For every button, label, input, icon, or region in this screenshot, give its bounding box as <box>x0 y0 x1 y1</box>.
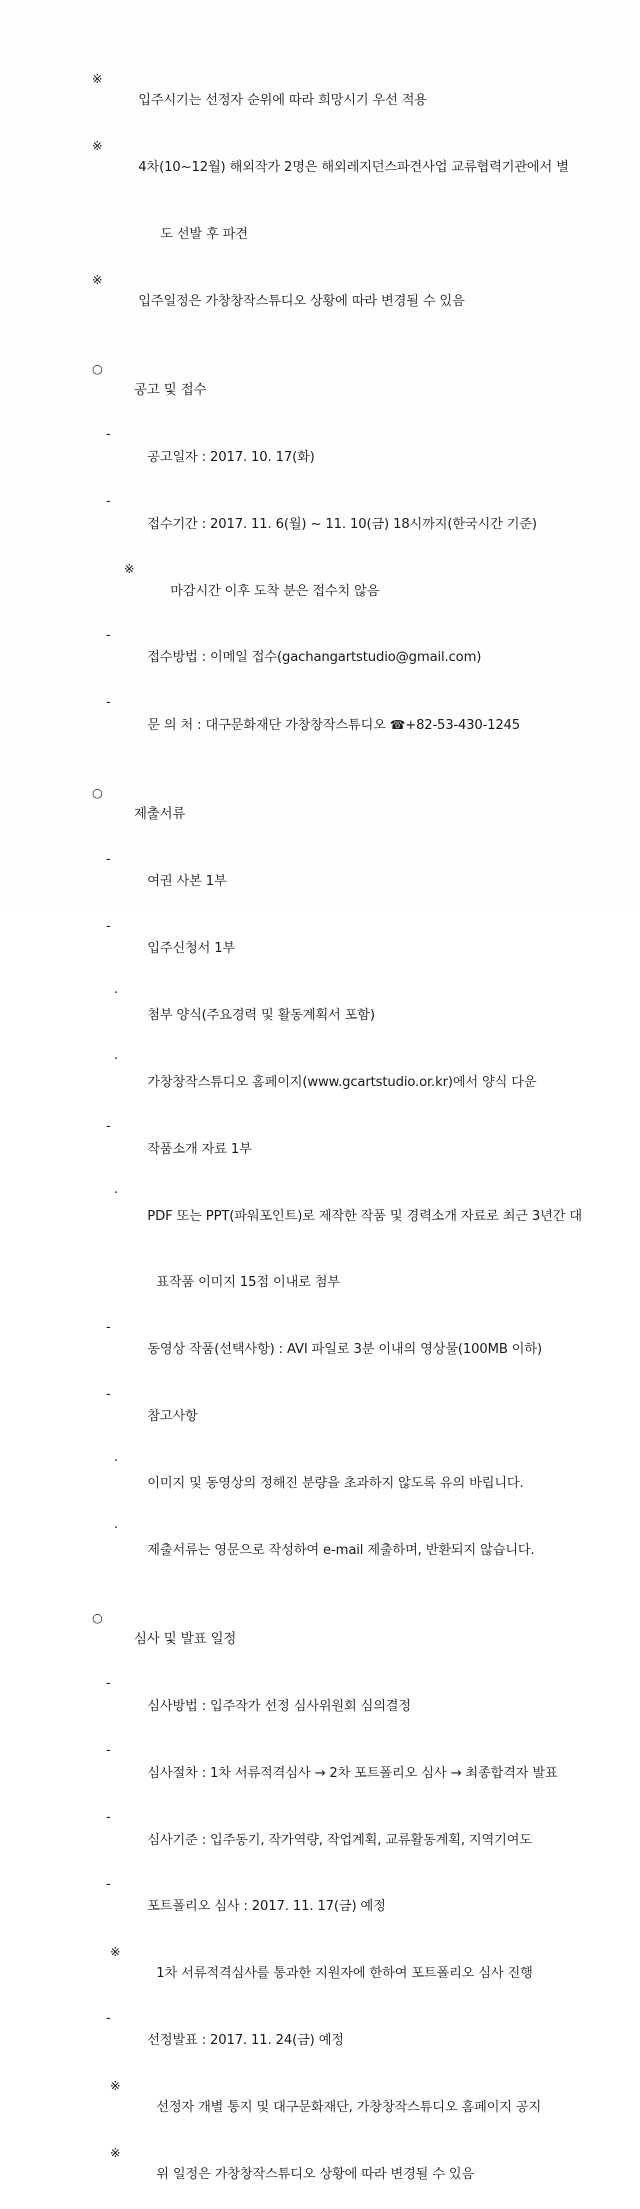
section-marker-icon: ○ <box>92 784 103 800</box>
note-marker-icon: ※ <box>124 561 135 577</box>
item-application-period <box>92 491 582 558</box>
note-entry-portfolio-eligibility <box>110 1941 582 2008</box>
dash-marker-icon: - <box>106 1810 111 1826</box>
subitem-text: 이미지 및 동영상의 정해진 분량을 초과하지 않도록 유의 바립니다. <box>147 1476 524 1492</box>
dash-marker-icon: - <box>106 427 111 443</box>
section-spacer <box>92 1585 582 1607</box>
item-text: 문 의 처 : 대구문화재단 가창창작스튜디오 <box>147 718 390 734</box>
item-text: 동영상 작품(선택사항) : AVI 파일로 3분 이내의 영상물(100MB 이하) <box>147 1342 542 1358</box>
dash-marker-icon: - <box>106 918 111 934</box>
note-marker-icon: ※ <box>110 2144 121 2160</box>
telephone-icon: ☎ <box>389 717 406 733</box>
continuation-text: 도 선발 후 파견 <box>160 227 248 243</box>
note-marker-icon: ※ <box>110 1944 121 1960</box>
dash-marker-icon: - <box>106 628 111 644</box>
subitem-form-download <box>92 1049 582 1116</box>
subitem-size-limit <box>92 1451 582 1518</box>
subitem-attached-form <box>92 983 582 1050</box>
subitem-portfolio-format <box>92 1183 582 1250</box>
item-text: 접수기간 : 2017. 11. 6(월) ~ 11. 10(금) 18시까지(한국시간 기준) <box>147 516 537 532</box>
note-text: 위 일정은 가창창작스튜디오 상황에 따라 변경될 수 있음 <box>156 2167 475 2183</box>
contact-phone-number: +82-53-430-1245 <box>405 718 520 734</box>
section-notice-and-application <box>92 358 582 760</box>
middot-marker-icon: · <box>114 1186 118 1202</box>
item-contact <box>92 692 582 760</box>
note-marker-icon: ※ <box>92 71 103 86</box>
dash-marker-icon: - <box>106 851 111 867</box>
section-heading-notice <box>92 358 582 425</box>
item-text: 접수방법 : 이메일 접수(gachangartstudio@gmail.com) <box>147 650 482 666</box>
item-selection-announcement-date <box>92 2008 582 2075</box>
item-text: 입주신청서 1부 <box>147 940 236 956</box>
item-text: 포트폴리오 심사 : 2017. 11. 17(금) 예정 <box>147 1899 386 1915</box>
item-notice-date <box>92 424 582 491</box>
item-text: 여권 사본 1부 <box>147 874 227 890</box>
section-review-and-announcement <box>92 1607 582 2209</box>
middot-marker-icon: · <box>114 1520 118 1536</box>
item-text: 심사절차 : 1차 서류적격심사 → 2차 포트폴리오 심사 → 최종합격자 발표 <box>147 1765 558 1781</box>
section-spacer <box>92 760 582 782</box>
note-text: 입주일정은 가창창작스튜디오 상황에 따라 변경될 수 있음 <box>138 293 465 309</box>
note-text: 1차 서류적격심사를 통과한 지원자에 한하여 포트폴리오 심사 진행 <box>156 1966 533 1982</box>
dash-marker-icon: - <box>106 2010 111 2026</box>
section-heading-documents <box>92 782 582 849</box>
item-video-work <box>92 1317 582 1384</box>
item-text: 선정발표 : 2017. 11. 24(금) 예정 <box>147 2033 344 2049</box>
note-entry-schedule-subject-to-change <box>110 2142 582 2209</box>
section-heading-text: 공고 및 접수 <box>133 382 207 398</box>
section-spacer <box>92 336 582 358</box>
dash-marker-icon: - <box>106 1119 111 1135</box>
note-text: 4차(10~12월) 해외작가 2명은 해외레지던스파견사업 교류협력기관에서 별 <box>138 160 569 176</box>
section-marker-icon: ○ <box>92 1609 103 1625</box>
dash-marker-icon: - <box>106 1676 111 1692</box>
subitem-english-submission <box>92 1518 582 1585</box>
note-marker-icon: ※ <box>92 137 103 153</box>
dash-marker-icon: - <box>106 494 111 510</box>
item-text: 참고사항 <box>147 1409 198 1425</box>
note-text: 마감시간 이후 도착 분은 접수치 않음 <box>170 583 380 599</box>
note-entry-overseas-dispatch-continuation <box>92 202 582 269</box>
section-heading-text: 심사 및 발표 일정 <box>133 1631 237 1647</box>
middot-marker-icon: · <box>114 985 118 1001</box>
item-text: 심사기준 : 입주동기, 작가역량, 작업계획, 교류활동계획, 지역기여도 <box>147 1832 532 1848</box>
dash-marker-icon: - <box>106 1743 111 1759</box>
dash-marker-icon: - <box>106 1320 111 1336</box>
item-text: 공고일자 : 2017. 10. 17(화) <box>147 449 315 465</box>
subitem-text: 가창창작스튜디오 홈페이지(www.gcartstudio.or.kr)에서 양식 다운 <box>147 1074 537 1090</box>
note-text: 입주시기는 선정자 순위에 따라 희망시기 우선 적용 <box>138 93 427 109</box>
item-passport-copy <box>92 849 582 916</box>
note-marker-icon: ※ <box>110 2077 121 2093</box>
item-portfolio-review-date <box>92 1874 582 1941</box>
subitem-text: 첨부 양식(주요경력 및 활동계획서 포함) <box>147 1007 375 1023</box>
item-review-process <box>92 1740 582 1807</box>
section-heading-text: 제출서류 <box>133 807 186 823</box>
note-entry-residency-order <box>92 68 582 135</box>
dash-marker-icon: - <box>106 1386 111 1402</box>
note-text: 선정자 개별 통지 및 대구문화재단, 가창창작스튜디오 홈페이지 공지 <box>156 2100 542 2116</box>
subitem-text: PDF 또는 PPT(파워포인트)로 제작한 작품 및 경력소개 자료로 최근 3년간 대 <box>147 1208 582 1224</box>
item-review-criteria <box>92 1807 582 1874</box>
note-entry-schedule-change <box>92 269 582 336</box>
top-notes-block <box>92 68 582 336</box>
section-required-documents <box>92 782 582 1585</box>
continuation-text: 표작품 이미지 15점 이내로 첨부 <box>156 1275 340 1291</box>
section-heading-review <box>92 1607 582 1674</box>
note-entry-overseas-dispatch <box>92 135 582 202</box>
dash-marker-icon: - <box>106 1877 111 1893</box>
item-text: 심사방법 : 입주작가 선정 심사위원회 심의결정 <box>147 1698 411 1714</box>
middot-marker-icon: · <box>114 1052 118 1068</box>
item-portfolio-material <box>92 1116 582 1183</box>
item-application-method <box>92 625 582 692</box>
item-reference-notes <box>92 1384 582 1451</box>
subitem-text: 제출서류는 영문으로 작성하여 e-mail 제출하며, 반환되지 않습니다. <box>147 1543 535 1558</box>
item-application-form <box>92 916 582 983</box>
note-marker-icon: ※ <box>92 271 103 287</box>
middot-marker-icon: · <box>114 1453 118 1469</box>
item-text: 작품소개 자료 1부 <box>147 1141 252 1157</box>
note-entry-deadline <box>124 558 582 625</box>
section-marker-icon: ○ <box>92 360 103 376</box>
subitem-portfolio-format-continuation <box>92 1250 582 1317</box>
dash-marker-icon: - <box>106 695 111 711</box>
item-review-method <box>92 1673 582 1740</box>
note-entry-individual-notification <box>110 2075 582 2142</box>
